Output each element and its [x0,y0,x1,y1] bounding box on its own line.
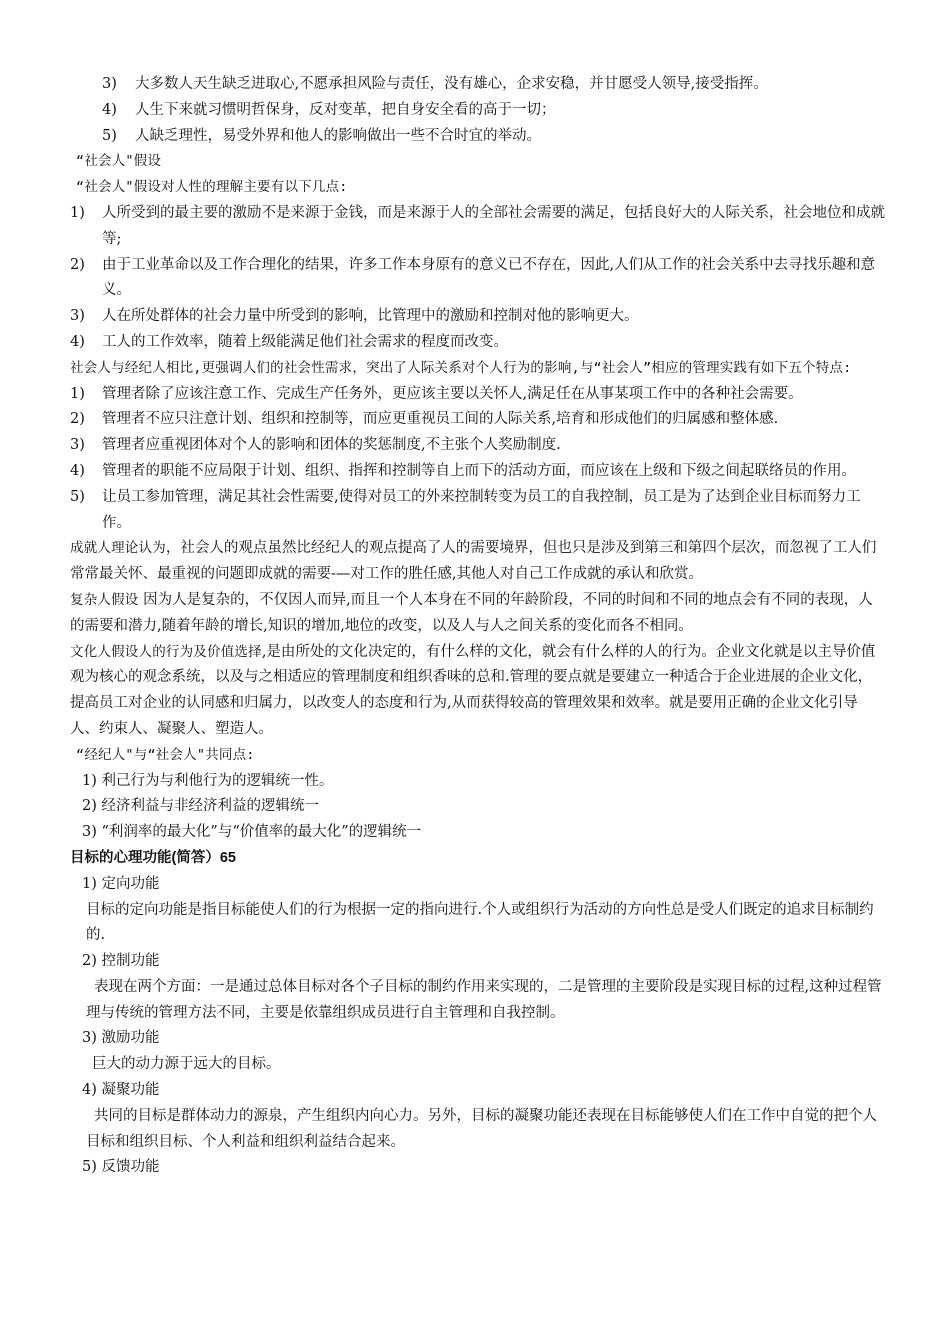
function-text: 巨大的动力源于远大的目标。 [92,1056,281,1073]
paragraph-text: 因为人是复杂的，不仅因人而异,而且一个人本身在不同的年龄阶段，不同的时间和不同的地点会有不同的表现，人的需要和潜力,随着年龄的增长,知识的增加,地位的改变，以及人与人之间关系的变化而各不相同。 [70,591,873,634]
paragraph: 社会人与经纪人相比,更强调人们的社会性需求，突出了人际关系对个人行为的影响,与“社会人”相应的管理实践有如下五个特点: [70,359,852,376]
term-achievement-man: 成就人理论认为 [70,540,166,557]
function-title: 4) 凝聚功能 [82,1082,160,1099]
list-item [0,201,950,253]
list-text: 人所受到的最主要的激励不是来源于金钱，而是来源于人的全部社会需要的满足，包括良好大的人际关系，社会地位和成就等; [102,204,885,247]
list-item [0,98,950,124]
section-heading-goal-functions: 目标的心理功能(简答）65 [70,849,236,866]
list-item [0,433,950,459]
list-text: 由于工业革命以及工作合理化的结果，许多工作本身原有的意义已不存在，因此,人们从工作的社会关系中去寻找乐趣和意义。 [102,256,876,299]
paragraph [0,588,950,640]
list-number: 3) [70,437,85,454]
list-text: 大多数人天生缺乏进取心,不愿承担风险与责任，没有雄心，企求安稳，并甘愿受人领导,接受指挥。 [135,76,768,92]
function-text-body: 表现在两个方面：一是通过总体目标对各个子目标的制约作用来实现的，二是管理的主要阶段是实现目标的过程,这种过程管理与传统的管理方法不同，主要是依靠组织成员进行自主管理和自我控制。 [86,978,882,1021]
list-item [0,253,950,305]
list-text: 管理者除了应该注意工作、完成生产任务外，更应该主要以关怀人,满足任在从事某项工作中的各种社会需要。 [102,385,803,402]
paragraph-text: ，社会人的观点虽然比经纪人的观点提高了人的需要境界，但也只是涉及到第三和第四个层次，而忽视了工人们常常最关怀、最重视的问题即成就的需要-—对工作的胜任感,其他人对自己工作成就的承认和欣赏。 [70,540,877,583]
list-number: 4) [102,101,117,118]
list-text: 管理者不应只注意计划、组织和控制等，而应更重视员工间的人际关系,培育和形成他们的归属感和整体感. [102,411,779,428]
function-title: 2) 控制功能 [82,953,160,970]
function-title: 3) 激励功能 [82,1030,160,1047]
list-number: 1) [70,204,85,221]
list-number: 4) [70,333,85,350]
list-text: 管理者的职能不应局限于计划、组织、指挥和控制等自上而下的活动方面，而应该在上级和下级之间起联络员的作用。 [102,462,856,479]
list-text: 管理者应重视团体对个人的影响和团体的奖惩制度,不主张个人奖励制度. [102,437,561,454]
list-text: 让员工参加管理，满足其社会性需要,使得对员工的外来控制转变为员工的自我控制，员工是为了达到企业目标而努力工作。 [102,488,861,531]
list-item: 2) 经济利益与非经济利益的逻辑统一 [82,798,319,815]
function-text: 目标的定向功能是指目标能使人们的行为根据一定的指向进行.个人或组织行为活动的方向性总是受人们既定的追求目标制约的. [86,901,874,944]
section-heading-social-man: “社会人"假设 [76,153,162,170]
list-text: 人在所处群体的社会力量中所受到的影响，比管理中的激励和控制对他的影响更大。 [102,308,639,325]
list-text: 工人的工作效率，随着上级能满足他们社会需求的程度而改变。 [102,333,508,350]
list-number: 5) [102,127,117,144]
list-item [0,407,950,433]
function-text [0,1104,950,1156]
term-cultural-man: 文化人假设人的行为及价值选择 [70,643,262,660]
paragraph [0,536,950,588]
function-text-body: 共同的目标是群体动力的源泉，产生组织内向心力。另外，目标的凝聚功能还表现在目标能够使人们在工作中自觉的把个人目标和组织目标、个人利益和组织利益结合起来。 [86,1107,877,1150]
function-title: 5) 反馈功能 [82,1159,160,1176]
list-number: 1) [70,385,85,402]
list-number: 3) [70,308,85,325]
list-item [0,485,950,537]
list-item [0,72,950,98]
list-item [0,382,950,408]
list-number: 2) [70,411,85,428]
section-heading-common-points: “经纪人"与“社会人"共同点: [76,746,255,763]
paragraph-text: ,是由所处的文化决定的，有什么样的文化，就会有什么样的人的行为。企业文化就是以主导价值观为核心的观念系统，以及与之相适应的管理制度和组织香味的总和.管理的要点就是要建立一种适合于企业进展的企业文化，提高员工对企业的认同感和归属力，以改变人的态度和行为,从而获得较高的管理效果和效率。就是要用正确的企业文化引导人、约束人、凝聚人、塑造人。 [70,643,876,737]
section-intro: “社会人"假设对人性的理解主要有以下几点: [76,179,348,196]
paragraph [0,640,950,743]
list-number: 5) [70,488,85,505]
list-item [0,124,950,150]
list-number: 3) [102,76,117,92]
list-number: 4) [70,462,85,479]
list-item [0,459,950,485]
term-complex-man: 复杂人假设 [70,591,139,608]
function-title: 1) 定向功能 [82,875,160,892]
list-item [0,304,950,330]
list-text: 人生下来就习惯明哲保身，反对变革，把自身安全看的高于一切； [135,101,556,118]
list-number: 2) [70,256,85,273]
list-item: 3) “利润率的最大化”与“价值率的最大化”的逻辑统一 [82,824,422,841]
function-text [0,975,950,1027]
list-text: 人缺乏理性，易受外界和他人的影响做出一些不合时宜的举动。 [135,127,541,144]
list-item: 1) 利己行为与利他行为的逻辑统一性。 [82,772,334,789]
list-item [0,330,950,356]
